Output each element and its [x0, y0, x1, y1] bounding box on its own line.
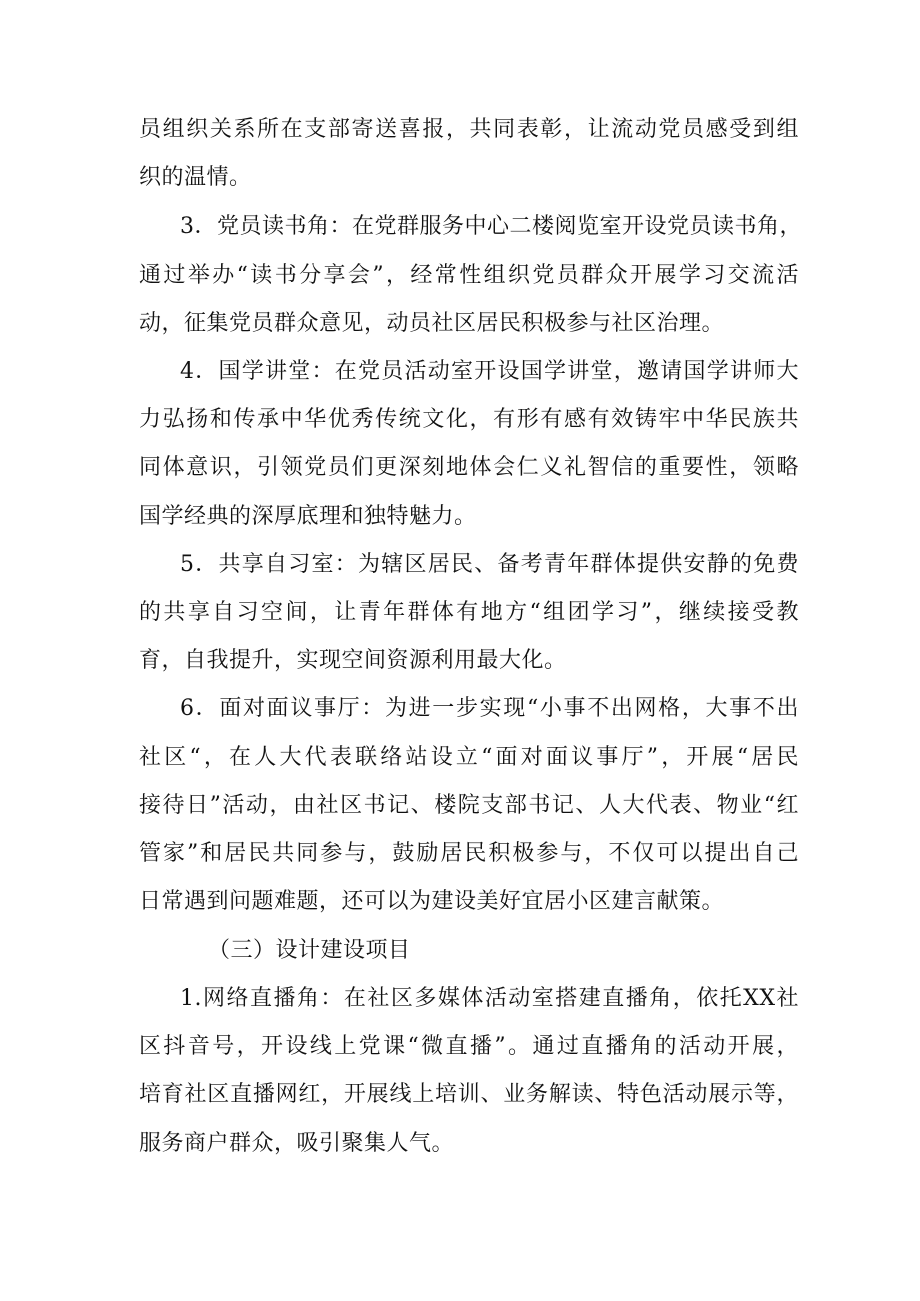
text-line: 5．共享自习室：为辖区居民、备考青年群体提供安静的免费 [180, 552, 799, 577]
text-line: 1.网络直播角：在社区多媒体活动室搭建直播角，依托XX社 [180, 986, 799, 1011]
text-line: 社区“，在人大代表联络站设立“面对面议事厅”，开展“居民 [139, 745, 799, 770]
text-line: 通过举办“读书分享会”，经常性组织党员群众开展学习交流活 [139, 263, 799, 288]
text-line: 织的温情。 [139, 165, 252, 190]
text-line: 培育社区直播网红，开展线上培训、业务解读、特色活动展示等， [139, 1082, 799, 1107]
text-line: 3．党员读书角：在党群服务中心二楼阅览室开设党员读书角， [180, 214, 802, 239]
text-line: 管家”和居民共同参与，鼓励居民积极参与，不仅可以提出自己 [139, 841, 799, 866]
text-line: 员组织关系所在支部寄送喜报，共同表彰，让流动党员感受到组 [139, 117, 799, 142]
text-line: 的共享自习空间，让青年群体有地方“组团学习”，继续接受教 [139, 600, 799, 625]
text-line: 日常遇到问题难题，还可以为建设美好宜居小区建言献策。 [139, 889, 725, 914]
section-heading: （三）设计建设项目 [208, 938, 411, 963]
text-line: 4．国学讲堂：在党员活动室开设国学讲堂，邀请国学讲师大 [180, 359, 799, 384]
text-line: 接待日”活动，由社区书记、楼院支部书记、人大代表、物业“红 [139, 793, 799, 818]
text-line: 国学经典的深厚底理和独特魅力。 [139, 504, 477, 529]
text-line: 6．面对面议事厅：为进一步实现“小事不出网格，大事不出 [180, 696, 799, 721]
text-line: 力弘扬和传承中华优秀传统文化，有形有感有效铸牢中华民族共 [139, 407, 799, 432]
text-line: 服务商户群众，吸引聚集人气。 [139, 1131, 455, 1156]
text-line: 区抖音号，开设线上党课“微直播”。通过直播角的活动开展， [139, 1034, 799, 1059]
text-line: 动，征集党员群众意见，动员社区居民积极参与社区治理。 [139, 311, 725, 336]
text-line: 育，自我提升，实现空间资源利用最大化。 [139, 648, 567, 673]
text-line: 同体意识，引领党员们更深刻地体会仁义礼智信的重要性，领略 [139, 455, 799, 480]
